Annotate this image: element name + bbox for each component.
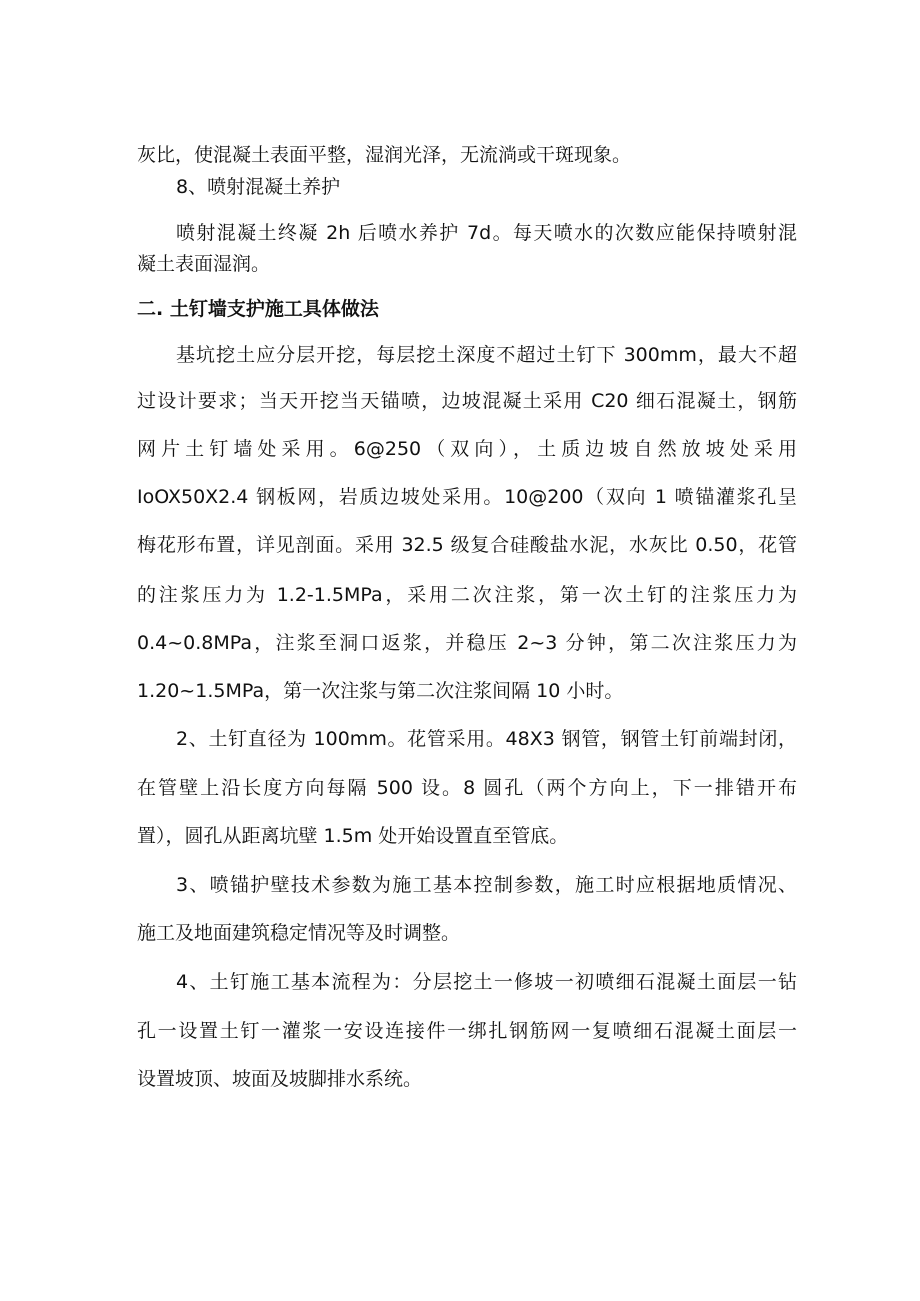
text-line-16: 置），圆孔从距离坑壁 1.5m 处开始设置直至管底。 xyxy=(137,825,569,847)
section-heading-soil-nail-wall: 二. 土钉墙支护施工具体做法 xyxy=(137,298,379,320)
text-line-6: 基坑挖土应分层开挖，每层挖土深度不超过土钉下 300mm，最大不超 xyxy=(176,344,797,366)
text-line-3: 喷射混凝土终凝 2h 后喷水养护 7d。每天喷水的次数应能保持喷射混 xyxy=(176,222,797,244)
text-line-7: 过设计要求；当天开挖当天锚喷，边坡混凝土采用 C20 细石混凝土，钢筋 xyxy=(137,390,797,412)
text-line-4: 凝土表面湿润。 xyxy=(137,253,271,275)
text-line-9: IoOX50X2.4 钢板网，岩质边坡处采用。10@200（双向 1 喷锚灌浆孔呈 xyxy=(137,486,797,508)
text-line-10: 梅花形布置，详见剖面。采用 32.5 级复合硅酸盐水泥，水灰比 0.50，花管 xyxy=(137,534,797,556)
text-line-21: 设置坡顶、坡面及坡脚排水系统。 xyxy=(137,1068,423,1090)
text-line-11: 的注浆压力为 1.2-1.5MPa，采用二次注浆，第一次土钉的注浆压力为 xyxy=(137,584,797,606)
text-line-14: 2、土钉直径为 100mm。花管采用。48X3 钢管，钢管土钉前端封闭， xyxy=(176,728,797,750)
text-line-8: 网片土钉墙处采用。6@250（双向），土质边坡自然放坡处采用 xyxy=(137,438,797,460)
text-line-12: 0.4~0.8MPa，注浆至洞口返浆，并稳压 2~3 分钟，第二次注浆压力为 xyxy=(137,632,797,654)
text-line-20: 孔一设置土钉一灌浆一安设连接件一绑扎钢筋网一复喷细石混凝土面层一 xyxy=(137,1020,797,1042)
text-line-1: 灰比，使混凝土表面平整，湿润光泽，无流淌或干斑现象。 xyxy=(137,144,632,166)
subheading-8-shotcrete-curing: 8、喷射混凝土养护 xyxy=(176,176,341,198)
text-line-18: 施工及地面建筑稳定情况等及时调整。 xyxy=(137,922,461,944)
text-line-15: 在管壁上沿长度方向每隔 500 设。8 圆孔（两个方向上，下一排错开布 xyxy=(137,777,797,799)
text-line-19: 4、土钉施工基本流程为：分层挖土一修坡一初喷细石混凝土面层一钻 xyxy=(176,971,797,993)
text-line-17: 3、喷锚护壁技术参数为施工基本控制参数，施工时应根据地质情况、 xyxy=(176,874,797,896)
text-line-13: 1.20~1.5MPa，第一次注浆与第二次注浆间隔 10 小时。 xyxy=(137,680,624,702)
